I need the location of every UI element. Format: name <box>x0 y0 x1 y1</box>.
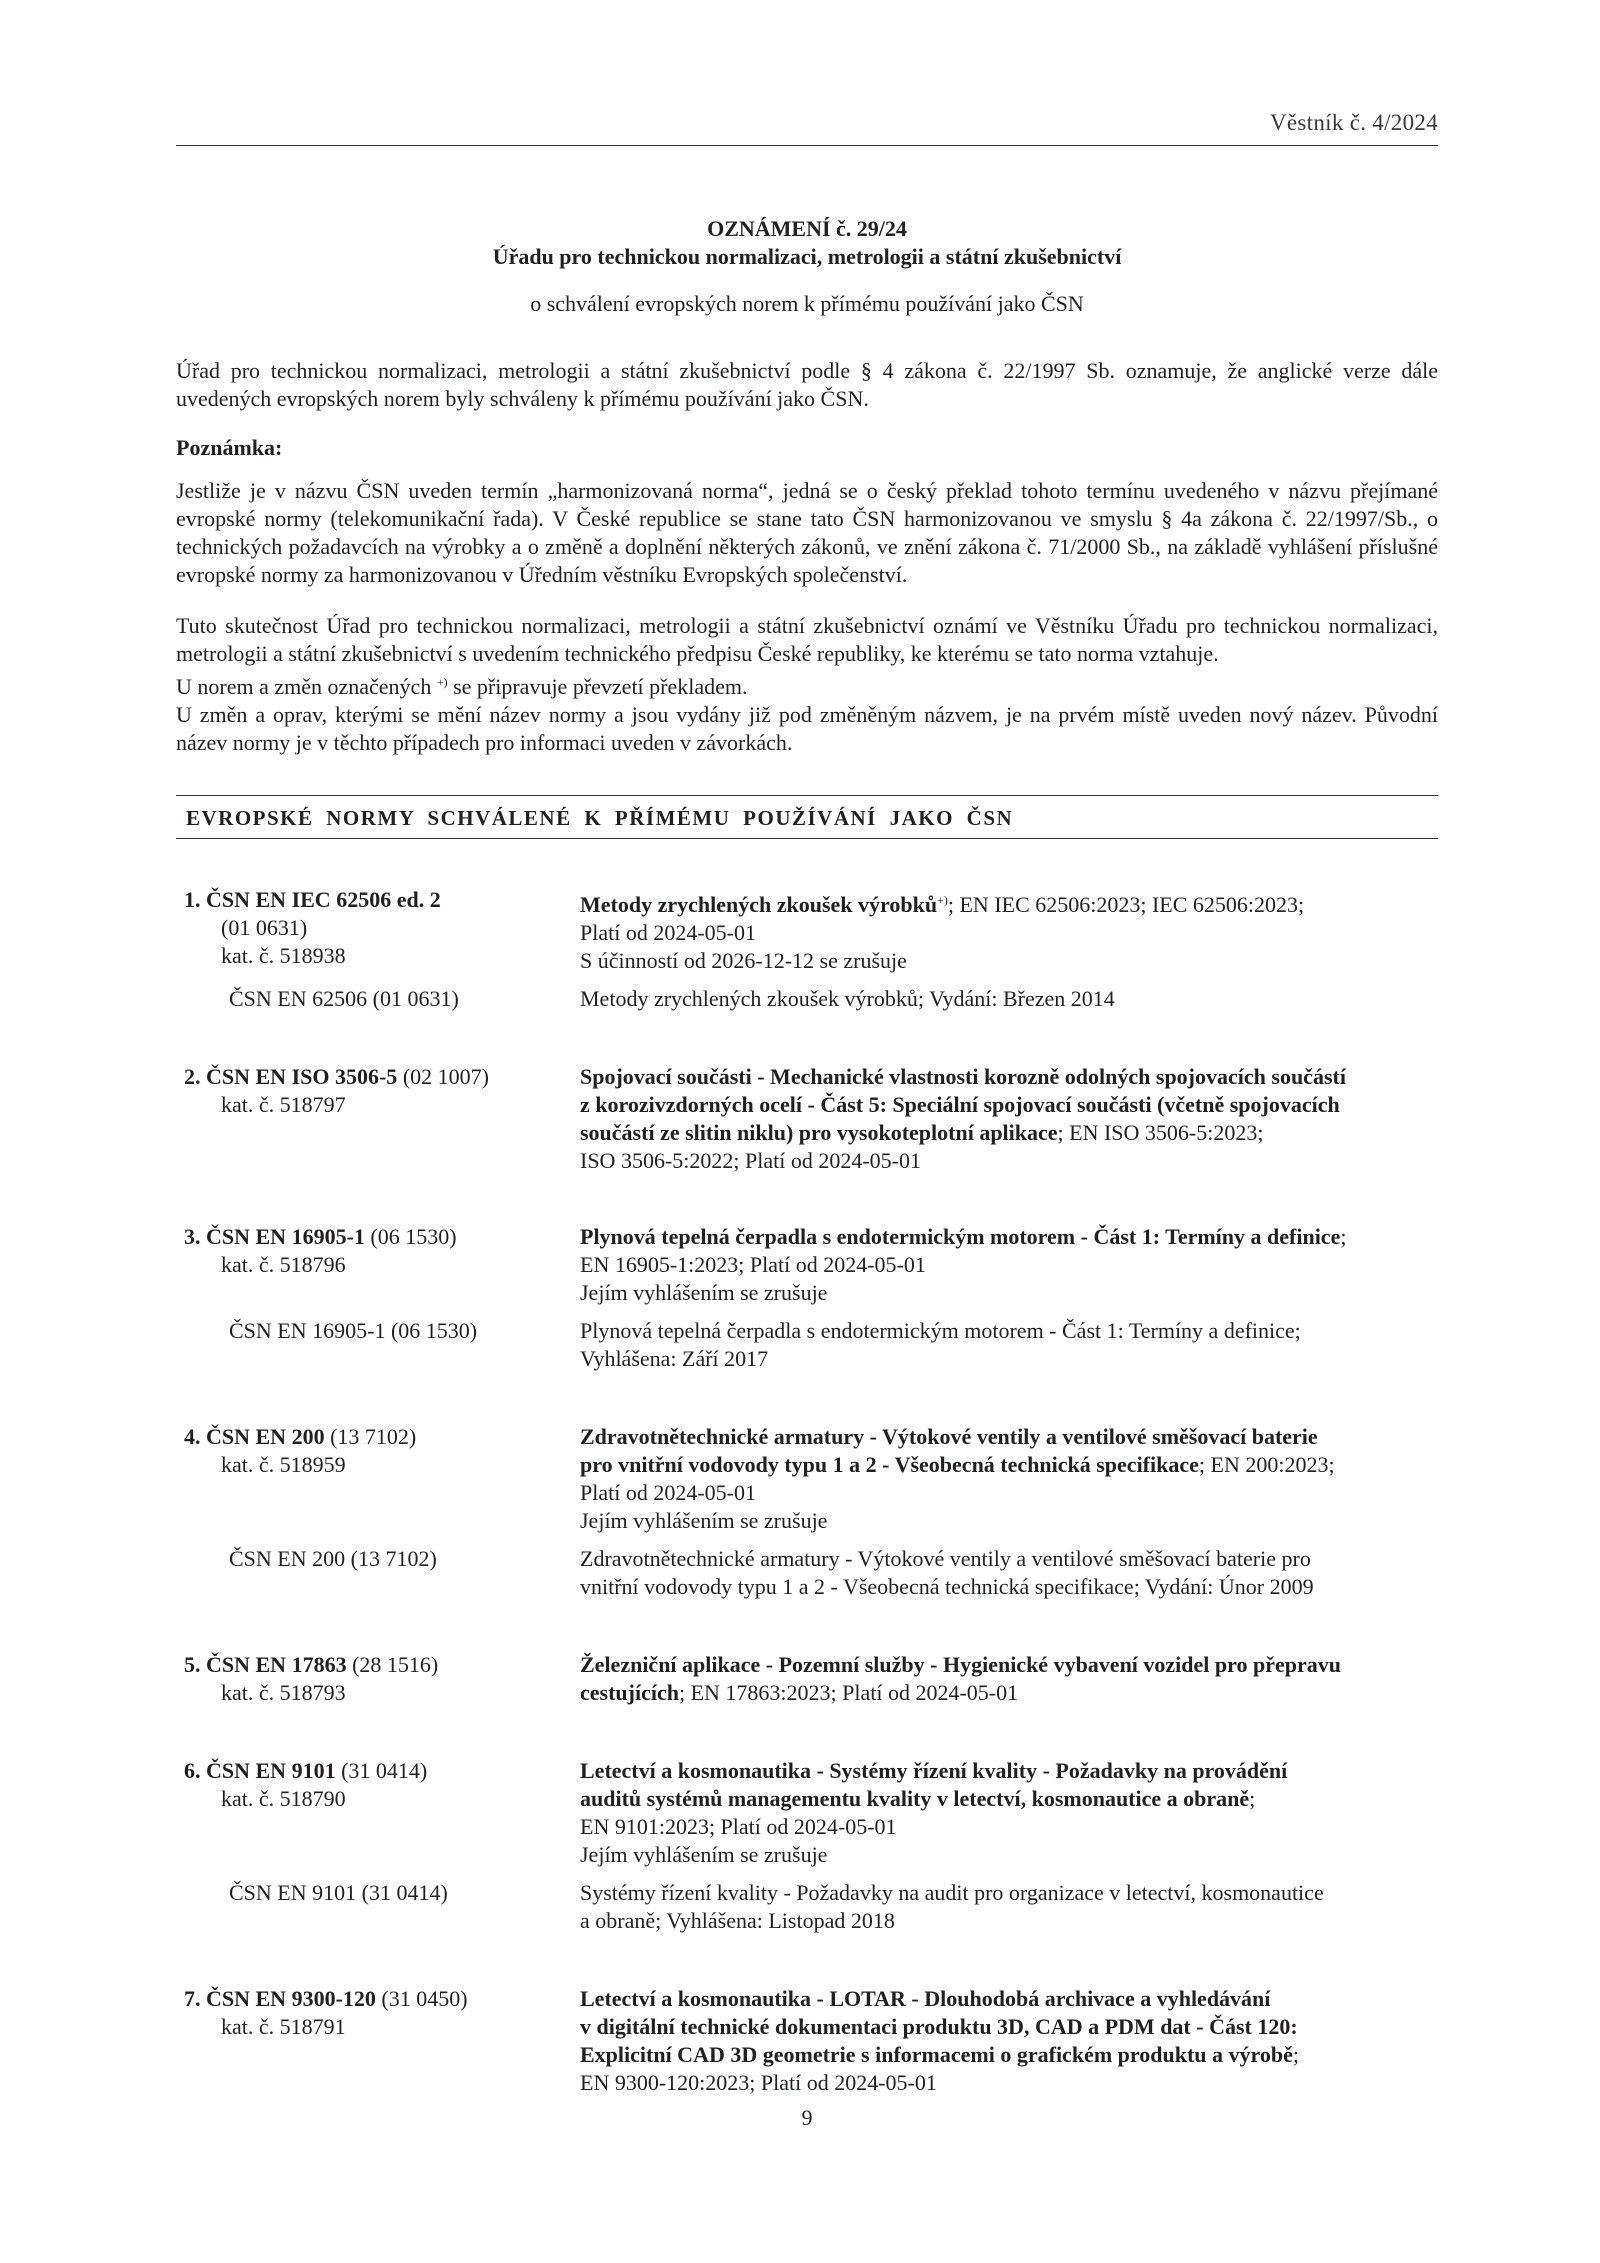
class-number: (01 0631) <box>221 915 308 940</box>
note-paragraph <box>176 477 1438 589</box>
standard-code: ČSN EN ISO 3506-5 <box>206 1064 398 1089</box>
entry-number: 3. <box>184 1224 201 1249</box>
standard-entry-4 <box>176 1423 1438 1535</box>
standard-refs: EN 16905-1:2023; Platí od 2024-05-01 <box>580 1252 926 1277</box>
section-rule-bottom <box>176 838 1438 839</box>
standard-title-line-1: Spojovací součásti - Mechanické vlastnosti korozně odolných spojovacích součástí <box>580 1064 1346 1089</box>
procedure-line-2 <box>176 668 1438 701</box>
announcement-authority: Úřadu pro technickou normalizaci, metrologii a státní zkušebnictví <box>492 244 1122 269</box>
section-rule-top <box>176 795 1438 796</box>
replaced-title-line-2: Vyhlášena: Září 2017 <box>580 1346 769 1371</box>
catalog-number: kat. č. 518793 <box>221 1680 346 1705</box>
standard-refs: EN 9101:2023; Platí od 2024-05-01 <box>580 1814 897 1839</box>
effect-note: S účinností od 2026-12-12 se zrušuje <box>580 948 907 973</box>
effect-note: Jejím vyhlášením se zrušuje <box>580 1842 828 1867</box>
effect-note: Jejím vyhlášením se zrušuje <box>580 1508 828 1533</box>
standard-refs: ; EN 17863:2023; Platí od 2024-05-01 <box>678 1680 1019 1705</box>
announcement-subject: o schválení evropských norem k přímému používání jako ČSN <box>530 291 1084 316</box>
class-number: (31 0414) <box>341 1758 428 1783</box>
replaced-title-line-1: Plynová tepelná čerpadla s endotermickým motorem - Část 1: Termíny a definice; <box>580 1318 1301 1343</box>
standard-title: Metody zrychlených zkoušek výrobků <box>580 892 938 917</box>
class-number: (06 1530) <box>370 1224 457 1249</box>
standard-refs-cont: ISO 3506-5:2022; Platí od 2024-05-01 <box>580 1148 921 1173</box>
replaced-title-line-2: vnitřní vodovody typu 1 a 2 - Všeobecná technická specifikace; Vydání: Únor 2009 <box>580 1574 1314 1599</box>
replaced-title-line-1: Systémy řízení kvality - Požadavky na audit pro organizace v letectví, kosmonautice <box>580 1880 1324 1905</box>
announcement-number: OZNÁMENÍ č. 29/24 <box>707 216 907 241</box>
standard-title-line-2: pro vnitřní vodovody typu 1 a 2 - Všeobecná technická specifikace <box>580 1452 1199 1477</box>
standard-refs: ; EN 200:2023; <box>1198 1452 1335 1477</box>
effect-note: Jejím vyhlášením se zrušuje <box>580 1280 828 1305</box>
page-number: 9 <box>801 2105 813 2130</box>
replaced-standard-4 <box>176 1545 1438 1601</box>
procedure-paragraph <box>176 612 1438 757</box>
standard-code: ČSN EN IEC 62506 ed. 2 <box>206 887 441 912</box>
standard-title-line-2: z korozivzdorných ocelí - Část 5: Speciální spojovací součásti (včetně spojovacích <box>580 1092 1340 1117</box>
entry-number: 7. <box>184 1986 201 2011</box>
standard-title-line-1: Železniční aplikace - Pozemní služby - Hygienické vybavení vozidel pro přepravu <box>580 1652 1342 1677</box>
standard-entry-6: 6. ČSN EN 9101 (31 0414) kat. č. 518790 Letectví a kosmonautika - Systémy řízení kvality - Požadavky na provádění auditů systémů managementu kvality v letectví, kosmonautice a obraně; EN 9101:2023; Platí od 2024-05-01 Jejím vyhlášením se zrušuje <box>176 1757 1438 1869</box>
class-number: (02 1007) <box>402 1064 489 1089</box>
entry-number: 5. <box>184 1652 201 1677</box>
translation-mark: +) <box>937 893 948 907</box>
replaced-code: ČSN EN 62506 (01 0631) <box>229 986 459 1011</box>
catalog-number: kat. č. 518790 <box>221 1786 346 1811</box>
standard-code: ČSN EN 16905-1 <box>206 1224 365 1249</box>
procedure-line-3: U změn a oprav, kterými se mění název normy a jsou vydány již pod změněným názvem, je na prvém místě uveden nový název. Původní název normy je v těchto případech pro informaci uveden v závorkách. <box>176 702 1438 755</box>
replaced-standard-1 <box>176 985 1438 1013</box>
standard-title-line-3: Explicitní CAD 3D geometrie s informacemi o grafickém produktu a výrobě <box>580 2042 1293 2067</box>
entry-number: 1. <box>184 887 201 912</box>
entry-number: 4. <box>184 1424 201 1449</box>
note-label: Poznámka: <box>176 435 283 460</box>
standard-entry-7: 7. ČSN EN 9300-120 (31 0450) kat. č. 518791 Letectví a kosmonautika - LOTAR - Dlouhodobá archivace a vyhledávání v digitální technické dokumentaci produktu 3D, CAD a PDM dat - Část 120: Explicitní CAD 3D geometrie s informacemi o grafickém produktu a výrobě; EN 9300-120:2023; Platí od 2024-05-01 <box>176 1985 1438 2097</box>
document-page <box>176 0 1438 2263</box>
standard-entry-1 <box>176 886 1438 975</box>
standard-title-line-1: Zdravotnětechnické armatury - Výtokové ventily a ventilové směšovací baterie <box>580 1424 1318 1449</box>
standard-title-line-2: v digitální technické dokumentaci produktu 3D, CAD a PDM dat - Část 120: <box>580 2014 1298 2039</box>
class-number: (28 1516) <box>352 1652 439 1677</box>
catalog-number: kat. č. 518959 <box>221 1452 346 1477</box>
catalog-number: kat. č. 518791 <box>221 2014 346 2039</box>
translation-mark: +) <box>436 675 448 689</box>
procedure-line-2a: U norem a změn označených <box>176 674 432 699</box>
valid-from: Platí od 2024-05-01 <box>580 920 756 945</box>
standard-code: ČSN EN 9101 <box>206 1758 336 1783</box>
replaced-code: ČSN EN 200 (13 7102) <box>229 1546 437 1571</box>
section-heading: EVROPSKÉ NORMY SCHVÁLENÉ K PŘÍMÉMU POUŽÍVÁNÍ JAKO ČSN <box>186 806 1014 830</box>
intro-paragraph: Úřad pro technickou normalizaci, metrologii a státní zkušebnictví podle § 4 zákona č. 22/1997 Sb. oznamuje, že anglické verze dále uvedených evropských norem byly schváleny k přímému používání jako ČSN. <box>176 358 1438 411</box>
procedure-line-2b: se připravuje převzetí překladem. <box>447 674 748 699</box>
replaced-code: ČSN EN 9101 (31 0414) <box>229 1880 448 1905</box>
standard-title-line-1: Letectví a kosmonautika - LOTAR - Dlouhodobá archivace a vyhledávání <box>580 1986 1271 2011</box>
announcement-title-block <box>176 215 1438 317</box>
replaced-standard-6 <box>176 1879 1438 1935</box>
standard-title-line-1: Letectví a kosmonautika - Systémy řízení kvality - Požadavky na provádění <box>580 1758 1288 1783</box>
entry-number: 6. <box>184 1758 201 1783</box>
standard-title-line-3: součástí ze slitin niklu) pro vysokoteplotní aplikace <box>580 1120 1058 1145</box>
note-text: Jestliže je v názvu ČSN uveden termín „harmonizovaná norma“, jedná se o český překlad tohoto termínu uvedeného v názvu přejímané evropské normy (telekomunikační řada). V České republice se stane tato ČSN harmonizovanou ve smyslu § 4a zákona č. 22/1997/Sb., o technických požadavcích na výrobky a o změně a doplnění některých zákonů, ve znění zákona č. 71/2000 Sb., na základě vyhlášení příslušné evropské normy za harmonizovanou v Úředním věstníku Evropských společenství. <box>176 478 1438 587</box>
bulletin-header: Věstník č. 4/2024 <box>1270 110 1438 135</box>
replaced-title-line-1: Zdravotnětechnické armatury - Výtokové ventily a ventilové směšovací baterie pro <box>580 1546 1311 1571</box>
header-rule <box>176 145 1438 146</box>
replaced-title: Metody zrychlených zkoušek výrobků; Vydání: Březen 2014 <box>580 986 1115 1011</box>
standard-code: ČSN EN 9300-120 <box>206 1986 376 2011</box>
standard-title-line-2: auditů systémů managementu kvality v letectví, kosmonautice a obraně <box>580 1786 1250 1811</box>
replaced-standard-3 <box>176 1317 1438 1373</box>
catalog-number: kat. č. 518797 <box>221 1092 346 1117</box>
replaced-title-line-2: a obraně; Vyhlášena: Listopad 2018 <box>580 1908 895 1933</box>
standard-title-line-2: cestujících <box>580 1680 679 1705</box>
standard-code: ČSN EN 200 <box>206 1424 325 1449</box>
standard-code: ČSN EN 17863 <box>206 1652 347 1677</box>
standard-entry-3: 3. ČSN EN 16905-1 (06 1530) kat. č. 518796 Plynová tepelná čerpadla s endotermickým motorem - Část 1: Termíny a definice; EN 16905-1:2023; Platí od 2024-05-01 Jejím vyhlášením se zrušuje <box>176 1223 1438 1307</box>
class-number: (31 0450) <box>381 1986 468 2011</box>
catalog-number: kat. č. 518938 <box>221 943 346 968</box>
standard-title: Plynová tepelná čerpadla s endotermickým motorem - Část 1: Termíny a definice <box>580 1224 1341 1249</box>
standards-list <box>176 886 1438 2097</box>
procedure-line-1: Tuto skutečnost Úřad pro technickou normalizaci, metrologii a státní zkušebnictví oznámí ve Věstníku Úřadu pro technickou normalizaci, metrologii a státní zkušebnictví s uvedením technického předpisu České republiky, ke kterému se tato norma vztahuje. <box>176 613 1438 666</box>
catalog-number: kat. č. 518796 <box>221 1252 346 1277</box>
standard-refs: ; EN IEC 62506:2023; IEC 62506:2023; <box>947 892 1305 917</box>
class-number: (13 7102) <box>330 1424 417 1449</box>
standard-refs: ; EN ISO 3506-5:2023; <box>1057 1120 1264 1145</box>
valid-from: Platí od 2024-05-01 <box>580 1480 756 1505</box>
standard-refs: EN 9300-120:2023; Platí od 2024-05-01 <box>580 2070 937 2095</box>
standard-entry-2 <box>176 1063 1438 1175</box>
entry-number: 2. <box>184 1064 201 1089</box>
standard-entry-5 <box>176 1651 1438 1707</box>
replaced-code: ČSN EN 16905-1 (06 1530) <box>229 1318 478 1343</box>
